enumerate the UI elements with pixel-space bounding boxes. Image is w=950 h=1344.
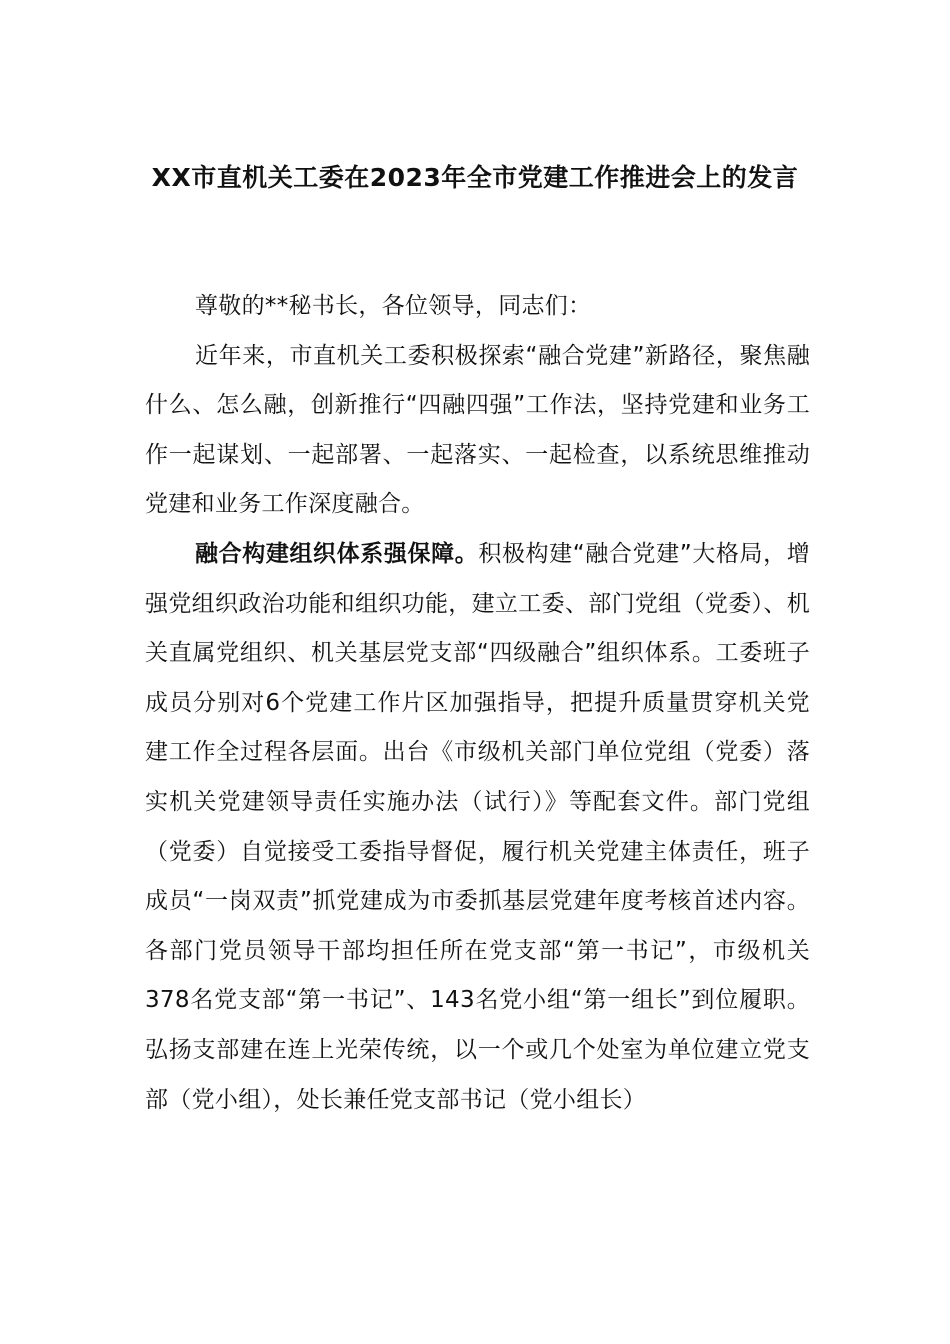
intro-paragraph: 近年来，市直机关工委积极探索“融合党建”新路径，聚焦融什么、怎么融，创新推行“四融四强”工作法，坚持党建和业务工作一起谋划、一起部署、一起落实、一起检查，以系统思维推动党建和业务工作深度融合。	[145, 342, 810, 518]
document-title: XX市直机关工委在2023年全市党建工作推进会上的发言	[151, 163, 799, 192]
section1-heading: 融合构建组织体系强保障。	[195, 540, 479, 567]
section1-text: 积极构建“融合党建”大格局，增强党组织政治功能和组织功能，建立工委、部门党组（党委）、机关直属党组织、机关基层党支部“四级融合”组织体系。工委班子成员分别对6个党建工作片区加强指导，把提升质量贯穿机关党建工作全过程各层面。出台《市级机关部门单位党组（党委）落实机关党建领导责任实施办法（试行）》等配套文件。部门党组（党委）自觉接受工委指导督促，履行机关党建主体责任，班子成员“一岗双责”抓党建成为市委抓基层党建年度考核首述内容。各部门党员领导干部均担任所在党支部“第一书记”，市级机关378名党支部“第一书记”、143名党小组“第一组长”到位履职。弘扬支部建在连上光荣传统，以一个或几个处室为单位建立党支部（党小组），处长兼任党支部书记（党小组长）	[145, 540, 810, 1113]
document-body	[145, 282, 810, 1125]
section1-paragraph	[145, 530, 810, 1125]
salutation-paragraph: 尊敬的**秘书长，各位领导，同志们：	[195, 293, 592, 319]
